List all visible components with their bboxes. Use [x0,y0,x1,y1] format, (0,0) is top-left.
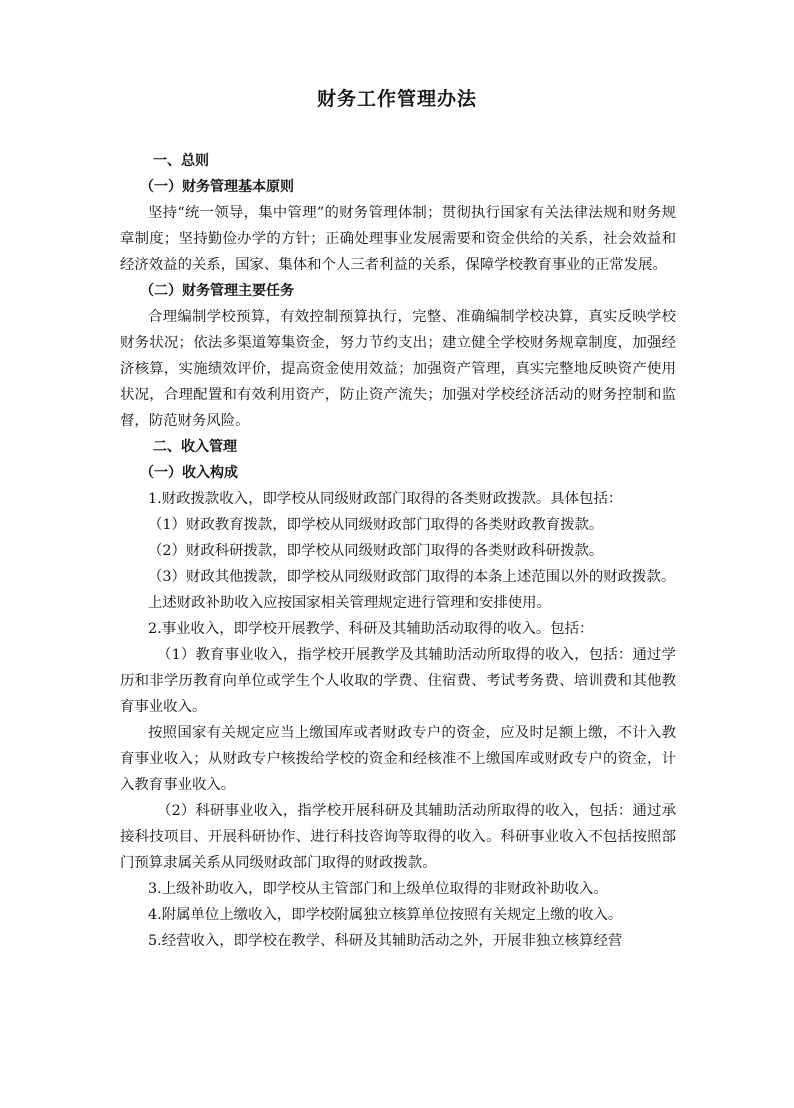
document-body [120,148,676,954]
list-item: （2）财政科研拨款，即学校从同级财政部门取得的各类财政科研拨款。 [148,543,604,559]
list-item: 3.上级补助收入，即学校从主管部门和上级单位取得的非财政补助收入。 [148,881,608,897]
subsection-heading: （一）财务管理基本原则 [140,179,294,195]
list-item: 1.财政拨款收入，即学校从同级财政部门取得的各类财政拨款。具体包括： [148,491,623,507]
list-item: （3）财政其他拨款，即学校从同级财政部门取得的本条上述范围以外的财政拨款。 [148,569,676,585]
list-item: （2）科研事业收入，指学校开展科研及其辅助活动所取得的收入，包括：通过承接科技项目、开展科研协作、进行科技咨询等取得的收入。科研事业收入不包括按照部门预算隶属关系从同级财政部门取得的财政拨款。 [120,803,676,871]
subsection-heading: （二）财务管理主要任务 [140,283,294,299]
list-item: （1）教育事业收入，指学校开展教学及其辅助活动所取得的收入，包括：通过学历和非学历教育向单位或学生个人收取的学费、住宿费、考试考务费、培训费和其他教育事业收入。 [120,647,676,715]
paragraph: 按照国家有关规定应当上缴国库或者财政专户的资金，应及时足额上缴，不计入教育事业收入；从财政专户核拨给学校的资金和经核准不上缴国库或财政专户的资金，计入教育事业收入。 [120,725,676,793]
section-heading: 一、总则 [153,153,209,169]
paragraph: 合理编制学校预算，有效控制预算执行，完整、准确编制学校决算，真实反映学校财务状况；依法多渠道筹集资金，努力节约支出；建立健全学校财务规章制度，加强经济核算，实施绩效评价，提高资金使用效益；加强资产管理，真实完整地反映资产使用状况，合理配置和有效利用资产，防止资产流失；加强对学校经济活动的财务控制和监督，防范财务风险。 [120,309,676,429]
list-item: 2.事业收入，即学校开展教学、科研及其辅助活动取得的收入。包括： [148,621,594,637]
list-item: 5.经营收入，即学校在教学、科研及其辅助活动之外，开展非独立核算经营 [148,933,623,949]
subsection-heading: （一）收入构成 [140,465,238,481]
document-title: 财务工作管理办法 [316,88,477,110]
list-item: 4.附属单位上缴收入，即学校附属独立核算单位按照有关规定上缴的收入。 [148,907,623,923]
section-heading: 二、收入管理 [153,439,237,455]
paragraph: 上述财政补助收入应按国家相关管理规定进行管理和安排使用。 [148,595,551,611]
list-item: （1）财政教育拨款，即学校从同级财政部门取得的各类财政教育拨款。 [148,517,604,533]
paragraph: 坚持“统一领导，集中管理”的财务管理体制；贯彻执行国家有关法律法规和财务规章制度；坚持勤俭办学的方针；正确处理事业发展需要和资金供给的关系，社会效益和经济效益的关系，国家、集体和个人三者利益的关系，保障学校教育事业的正常发展。 [120,205,676,273]
